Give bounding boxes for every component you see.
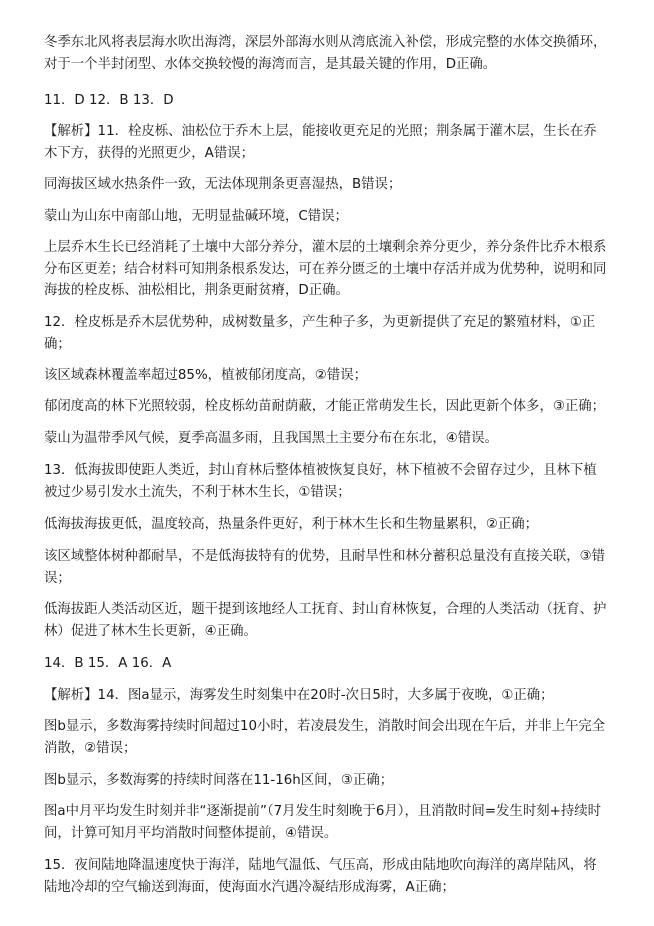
paragraph-11-c: 蒙山为山东中南部山地，无明显盐碱环境，C错误； (44, 209, 348, 224)
paragraph-11-analysis-a: 【解析】11．栓皮栎、油松位于乔木上层，能接收更充足的光照；荆条属于灌木层，生长在乔木下方，获得的光照更少，A错误； (44, 124, 597, 161)
paragraph-14-3: 图b显示，多数海雾的持续时间落在11-16h区间，③正确； (44, 773, 394, 788)
paragraph-14-1: 【解析】14．图a显示，海雾发生时刻集中在20时-次日5时，大多属于夜晚，①正确； (44, 688, 554, 703)
paragraph-12-2: 该区域森林覆盖率超过85%，植被郁闭度高，②错误； (44, 368, 367, 383)
paragraph-12-3: 郁闭度高的林下光照较弱，栓皮栎幼苗耐荫蔽，才能正常萌发生长，因此更新个体多，③正确； (44, 399, 606, 414)
paragraph-15-1: 15．夜间陆地降温速度快于海洋，陆地气温低、气压高，形成由陆地吹向海洋的离岸陆风，将陆地冷却的空气输送到海面，使海面水汽遇冷凝结形成海雾，A正确； (44, 858, 597, 895)
paragraph-q10-conclusion: 冬季东北风将表层海水吹出海湾，深层外部海水则从湾底流入补偿，形成完整的水体交换循环，对于一个半封闭型、水体交换较慢的海湾而言，是其最关键的作用，D正确。 (44, 35, 607, 72)
answer-line-14-16: 14．B 15．A 16．A (44, 656, 172, 671)
paragraph-11-d: 上层乔木生长已经消耗了土壤中大部分养分，灌木层的土壤剩余养分更少，养分条件比乔木根系分布区更差；结合材料可知荆条根系发达，可在养分匮乏的土壤中存活并成为优势种，说明和同海拔的栓皮栎、油松相比，荆条更耐贫瘠，D正确。 (44, 240, 607, 298)
paragraph-13-2: 低海拔海拔更低，温度较高，热量条件更好，利于林木生长和生物量累积，②正确； (44, 517, 539, 532)
paragraph-13-1: 13．低海拔即使距人类近，封山育林后整体植被恢复良好，林下植被不会留存过少，且林下植被过少易引发水土流失，不利于林木生长，①错误； (44, 463, 597, 500)
paragraph-12-1: 12．栓皮栎是乔木层优势种，成树数量多，产生种子多，为更新提供了充足的繁殖材料，①正确； (44, 315, 596, 352)
paragraph-13-3: 该区域整体树种都耐旱，不是低海拔特有的优势，且耐旱性和林分蓄积总量没有直接关联，③错误； (44, 549, 606, 586)
answer-line-11-13: 11．D 12．B 13．D (44, 93, 174, 108)
paragraph-11-b: 同海拔区域水热条件一致，无法体现荆条更喜湿热，B错误； (44, 177, 402, 192)
paragraph-12-4: 蒙山为温带季风气候，夏季高温多雨，且我国黑土主要分布在东北，④错误。 (44, 431, 498, 446)
paragraph-13-4: 低海拔距人类活动区近，题干提到该地经人工抚育、封山育林恢复，合理的人类活动（抚育、护林）促进了林木生长更新，④正确。 (44, 602, 607, 639)
paragraph-14-4: 图a中月平均发生时刻并非“逐渐提前”（7月发生时刻晚于6月），且消散时间=发生时刻+持续时间，计算可知月平均消散时间整体提前，④错误。 (44, 804, 601, 841)
paragraph-14-2: 图b显示，多数海雾持续时间超过10小时，若凌晨发生，消散时间会出现在午后，并非上午完全消散，②错误； (44, 719, 606, 756)
